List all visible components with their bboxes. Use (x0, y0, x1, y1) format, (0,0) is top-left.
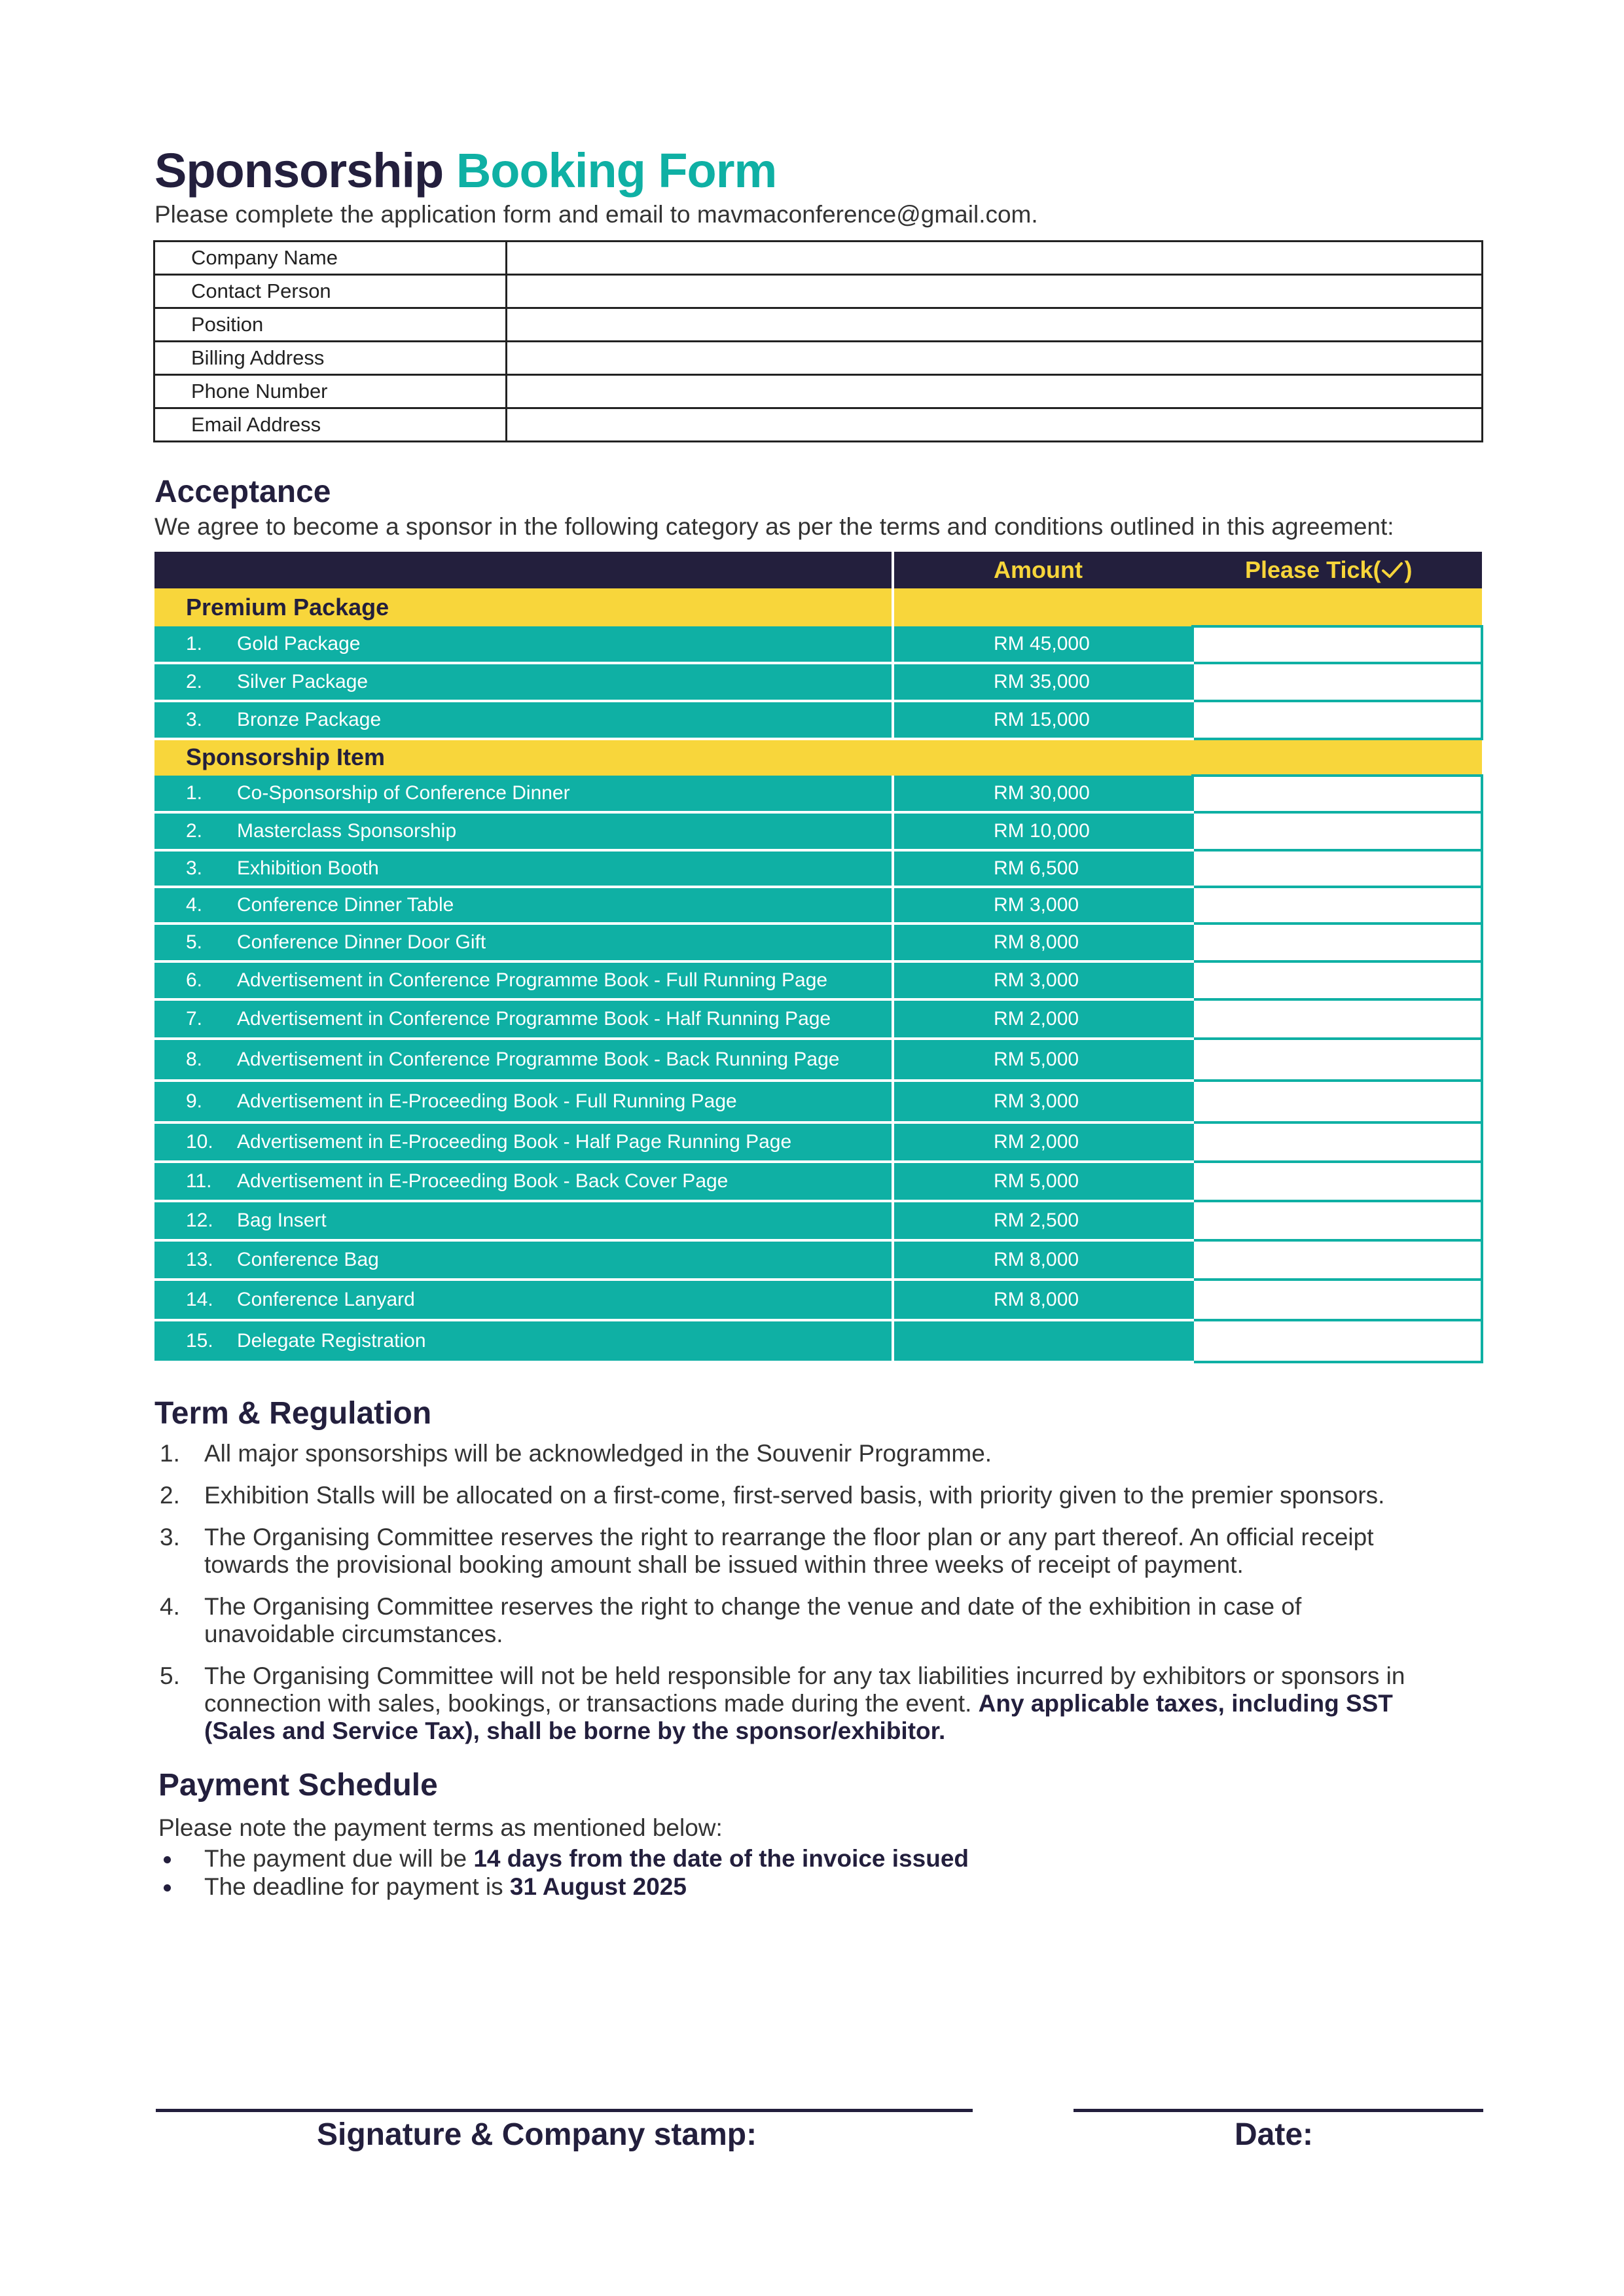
table-row (154, 887, 1482, 924)
item-name-cell (154, 776, 893, 812)
info-label: Company Name (154, 242, 507, 275)
list-item: 2. Exhibition Stalls will be allocated on a first-come, first-served basis, with priority given to the premier sponsors. (160, 1482, 1385, 1509)
list-item: 4. The Organising Committee reserves the right to change the venue and date of the exhibition in case of unavoidable circumstances. (160, 1593, 1302, 1647)
phone-number-field[interactable] (507, 375, 1483, 408)
item-name: Conference Dinner Table (237, 894, 454, 916)
terms-heading: Term & Regulation (154, 1396, 432, 1431)
table-row (154, 1162, 1482, 1201)
item-name: Delegate Registration (237, 1330, 426, 1352)
item-number: 12. (186, 1210, 213, 1231)
table-row (154, 663, 1482, 701)
tick-box[interactable] (1193, 812, 1482, 850)
item-amount: RM 10,000 (893, 812, 1193, 850)
item-name-cell (154, 1320, 893, 1362)
item-name-cell (154, 1240, 893, 1280)
tick-box[interactable] (1193, 1320, 1482, 1362)
item-amount: RM 30,000 (893, 776, 1193, 812)
table-row (154, 961, 1482, 999)
item-amount: RM 8,000 (893, 1240, 1193, 1280)
item-name-cell (154, 1280, 893, 1320)
item-amount: RM 2,500 (893, 1201, 1193, 1240)
item-name-cell (154, 850, 893, 887)
list-item: 5. The Organising Committee will not be held responsible for any tax liabilities incurred by exhibitors or sponsors in connection with sales, bookings, or transactions made during the event. Any applicable taxes, including SST (Sales and Service Tax), shall be borne by the sponsor/exhibitor. (160, 1662, 1405, 1744)
info-label: Phone Number (154, 375, 507, 408)
table-row (154, 1039, 1482, 1081)
item-number: 14. (186, 1289, 213, 1310)
table-row (154, 626, 1482, 663)
table-row (154, 1122, 1482, 1162)
billing-address-field[interactable] (507, 342, 1483, 375)
table-row (154, 1280, 1482, 1320)
table-row (154, 924, 1482, 961)
item-number: 6. (186, 969, 203, 991)
table-row (154, 812, 1482, 850)
contact-person-field[interactable] (507, 275, 1483, 308)
item-amount (893, 1320, 1193, 1362)
payment-intro: Please note the payment terms as mentioned below: (158, 1814, 723, 1841)
item-number: 7. (186, 1008, 203, 1030)
item-amount: RM 5,000 (893, 1039, 1193, 1081)
item-name: Advertisement in Conference Programme Book - Full Running Page (237, 969, 828, 991)
info-label: Billing Address (154, 342, 507, 375)
acceptance-heading: Acceptance (154, 475, 331, 509)
item-name: Conference Lanyard (237, 1289, 415, 1310)
item-amount: RM 45,000 (893, 626, 1193, 663)
list-item: The deadline for payment is 31 August 2025 (154, 1873, 969, 1901)
item-amount: RM 8,000 (893, 1280, 1193, 1320)
amount-header: Amount (893, 552, 1193, 588)
tick-box[interactable] (1193, 887, 1482, 924)
item-name: Conference Bag (237, 1249, 379, 1270)
tick-box[interactable] (1193, 961, 1482, 999)
item-name-cell (154, 1122, 893, 1162)
item-number: 4. (186, 894, 203, 916)
item-amount: RM 3,000 (893, 1081, 1193, 1122)
item-name-cell (154, 1201, 893, 1240)
item-name: Silver Package (237, 671, 369, 692)
item-name-cell (154, 663, 893, 701)
item-name-cell (154, 626, 893, 663)
item-name: Exhibition Booth (237, 857, 379, 879)
item-name-cell (154, 1039, 893, 1081)
date-label: Date: (1235, 2117, 1314, 2152)
item-name-cell (154, 924, 893, 961)
info-label: Position (154, 308, 507, 342)
item-amount: RM 2,000 (893, 1122, 1193, 1162)
item-amount: RM 3,000 (893, 961, 1193, 999)
item-name: Bag Insert (237, 1210, 327, 1231)
tick-box[interactable] (1193, 924, 1482, 961)
tick-box[interactable] (1193, 1201, 1482, 1240)
item-number: 15. (186, 1330, 213, 1352)
item-amount: RM 35,000 (893, 663, 1193, 701)
info-row-position (154, 308, 1483, 342)
list-item: The payment due will be 14 days from the date of the invoice issued (154, 1844, 969, 1873)
info-label: Email Address (154, 408, 507, 442)
table-header (154, 552, 1482, 588)
items-heading: Sponsorship Item (154, 739, 1482, 776)
item-name: Advertisement in E-Proceeding Book - Back Cover Page (237, 1170, 729, 1192)
table-row (154, 850, 1482, 887)
sponsorship-table (154, 552, 1483, 1363)
tick-box[interactable] (1193, 776, 1482, 812)
company-name-field[interactable] (507, 242, 1483, 275)
item-number: 3. (186, 709, 203, 730)
email-address-field[interactable] (507, 408, 1483, 442)
item-amount: RM 15,000 (893, 701, 1193, 739)
table-row (154, 1201, 1482, 1240)
item-name: Gold Package (237, 633, 361, 655)
tick-box[interactable] (1193, 1162, 1482, 1201)
item-amount: RM 2,000 (893, 999, 1193, 1039)
acceptance-text: We agree to become a sponsor in the following category as per the terms and conditions outlined in this agreement: (154, 513, 1394, 540)
payment-list (154, 1844, 969, 1901)
info-row-company-name (154, 242, 1483, 275)
item-number: 3. (186, 857, 203, 879)
date-line[interactable] (1074, 2109, 1483, 2112)
signature-label: Signature & Company stamp: (317, 2117, 757, 2152)
tick-box[interactable] (1193, 850, 1482, 887)
table-row (154, 1240, 1482, 1280)
list-item: 1. All major sponsorships will be acknowledged in the Souvenir Programme. (160, 1440, 992, 1467)
table-row (154, 776, 1482, 812)
tick-box[interactable] (1193, 626, 1482, 663)
info-row-billing-address (154, 342, 1483, 375)
table-row (154, 1081, 1482, 1122)
item-number: 11. (186, 1170, 212, 1192)
item-number: 1. (186, 782, 203, 804)
item-name: Advertisement in Conference Programme Book - Back Running Page (237, 1049, 840, 1070)
tick-box[interactable] (1193, 1280, 1482, 1320)
items-section-row (154, 739, 1482, 776)
table-row (154, 701, 1482, 739)
intro-text: Please complete the application form and email to mavmaconference@gmail.com. (154, 201, 1038, 228)
tick-box[interactable] (1193, 701, 1482, 739)
item-amount: RM 6,500 (893, 850, 1193, 887)
premium-section-row (154, 588, 1482, 626)
table-row (154, 999, 1482, 1039)
terms-list (154, 1440, 1490, 1759)
item-amount: RM 3,000 (893, 887, 1193, 924)
tick-box[interactable] (1193, 1081, 1482, 1122)
check-icon (1380, 560, 1404, 580)
position-field[interactable] (507, 308, 1483, 342)
item-name-cell (154, 1162, 893, 1201)
page-title: Sponsorship Booking Form (154, 143, 777, 198)
item-number: 9. (186, 1090, 203, 1112)
item-name: Advertisement in Conference Programme Book - Half Running Page (237, 1008, 831, 1030)
tick-header: Please Tick( ) (1193, 552, 1482, 588)
premium-heading: Premium Package (154, 588, 893, 626)
tick-box[interactable] (1193, 999, 1482, 1039)
item-name-cell (154, 701, 893, 739)
item-name: Advertisement in E-Proceeding Book - Half Page Running Page (237, 1131, 792, 1153)
item-number: 2. (186, 820, 203, 842)
item-name: Bronze Package (237, 709, 382, 730)
tick-box[interactable] (1193, 1122, 1482, 1162)
item-number: 8. (186, 1049, 203, 1070)
item-name: Co-Sponsorship of Conference Dinner (237, 782, 570, 804)
item-number: 13. (186, 1249, 213, 1270)
contact-info-table (153, 240, 1483, 442)
signature-line[interactable] (156, 2109, 973, 2112)
info-label: Contact Person (154, 275, 507, 308)
item-name-cell (154, 999, 893, 1039)
item-amount: RM 8,000 (893, 924, 1193, 961)
item-number: 2. (186, 671, 203, 692)
tick-box[interactable] (1193, 1039, 1482, 1081)
item-amount: RM 5,000 (893, 1162, 1193, 1201)
item-number: 5. (186, 931, 203, 953)
tick-box[interactable] (1193, 1240, 1482, 1280)
item-name: Advertisement in E-Proceeding Book - Full Running Page (237, 1090, 737, 1112)
item-name-cell (154, 961, 893, 999)
list-item: 3. The Organising Committee reserves the right to rearrange the floor plan or any part thereof. An official receipt towards the provisional booking amount shall be issued within three weeks of receipt of payment. (160, 1524, 1374, 1578)
info-row-phone (154, 375, 1483, 408)
item-name: Masterclass Sponsorship (237, 820, 457, 842)
info-row-email (154, 408, 1483, 442)
item-name: Conference Dinner Door Gift (237, 931, 486, 953)
info-row-contact-person (154, 275, 1483, 308)
item-name-cell (154, 812, 893, 850)
item-name-cell (154, 1081, 893, 1122)
payment-heading: Payment Schedule (158, 1768, 438, 1803)
item-number: 1. (186, 633, 203, 655)
tick-box[interactable] (1193, 663, 1482, 701)
item-name-cell (154, 887, 893, 924)
item-number: 10. (186, 1131, 213, 1153)
table-row (154, 1320, 1482, 1362)
